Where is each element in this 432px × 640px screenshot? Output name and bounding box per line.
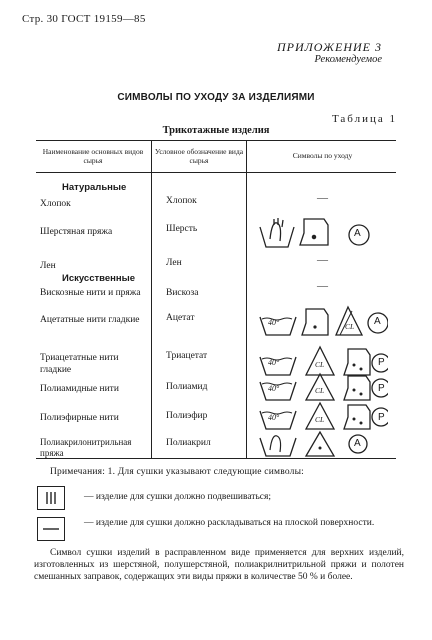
bleach-label: CL: [315, 415, 325, 424]
row-code: Полиэфир: [166, 411, 208, 421]
bleach-label: CL: [315, 360, 325, 369]
appendix-subtitle: Рекомендуемое: [314, 54, 382, 65]
row-name: Хлопок: [40, 199, 71, 209]
no-symbols: —: [317, 254, 328, 266]
notes-lead: Примечания: 1. Для сушки указывают следующие символы:: [50, 467, 305, 477]
hang-dry-icon: [37, 486, 65, 510]
column-divider-2: [246, 140, 247, 458]
wash-temp-label: 40°: [268, 413, 280, 422]
row-name: Полиакрилонитрильная пряжа: [40, 437, 132, 458]
column-header-material: Наименование основных видов сырья: [42, 147, 144, 165]
dry-clean-letter: A: [374, 316, 381, 327]
page-header: Стр. 30 ГОСТ 19159—85: [22, 13, 146, 25]
column-header-symbols: Символы по уходу: [292, 151, 353, 160]
dry-clean-letter: P: [378, 383, 385, 394]
dry-clean-letter: A: [354, 228, 361, 239]
table-top-rule: [36, 140, 396, 141]
table-subtitle: Трикотажные изделия: [162, 125, 270, 136]
row-name: Полиэфирные нити: [40, 413, 119, 423]
dry-clean-letter: P: [378, 412, 385, 423]
row-code: Лен: [166, 258, 182, 268]
row-name: Полиамидные нити: [40, 384, 119, 394]
row-code: Триацетат: [166, 351, 208, 361]
table-header-rule: [36, 172, 396, 173]
row-code: Шерсть: [166, 224, 198, 234]
row-code: Ацетат: [166, 313, 195, 323]
note-flat-dry: — изделие для сушки должно раскладываться на плоской поверхности.: [84, 518, 375, 528]
hand-wash-icon: [260, 218, 294, 247]
wash-temp-label: 40°: [268, 358, 280, 367]
bleach-label: CL: [315, 386, 325, 395]
no-symbols: —: [317, 192, 328, 204]
bleach-label: CL: [345, 322, 355, 331]
dry-clean-letter: P: [378, 357, 385, 368]
row-name: Триацетатные нити гладкие: [40, 353, 119, 375]
row-name: Ацетатные нити гладкие: [40, 315, 140, 325]
row-code: Вискоза: [166, 288, 199, 298]
column-header-code: Условное обозначение вида сырья: [154, 147, 244, 165]
table-label: Таблица 1: [331, 113, 397, 125]
flat-dry-icon: [37, 517, 65, 541]
category-artificial: Искусственные: [62, 273, 136, 284]
wash-temp-label: 40°: [268, 384, 280, 393]
row-name: Лен: [40, 261, 56, 271]
row-code: Хлопок: [166, 196, 197, 206]
iron-icon: [302, 309, 328, 335]
row-name: Шерстяная пряжа: [40, 227, 113, 237]
row-code: Полиамид: [166, 382, 208, 392]
dry-clean-letter: A: [354, 438, 361, 449]
category-natural: Натуральные: [62, 182, 127, 193]
note-hang-dry: — изделие для сушки должно подвешиваться;: [84, 492, 272, 502]
wash-temp-label: 40°: [268, 318, 280, 327]
iron-low-icon: [300, 219, 328, 245]
column-divider-1: [151, 140, 152, 458]
row-name: Вискозные нити и пряжа: [40, 288, 141, 298]
document-title: СИМВОЛЫ ПО УХОДУ ЗА ИЗДЕЛИЯМИ: [117, 92, 315, 103]
appendix-title: ПРИЛОЖЕНИЕ 3: [277, 40, 382, 54]
no-symbols: —: [317, 280, 328, 292]
notes-paragraph: Символ сушки изделий в расправленном виде применяется для верхних изделий, изготовленных из шерстяной, полушерстяной, полиакрилнитрильной пряжи и полотен смешанных заправок, содержащих эти виды пряжи в количестве 50 % и более.: [34, 548, 404, 582]
row-code: Полиакрил: [166, 438, 211, 448]
